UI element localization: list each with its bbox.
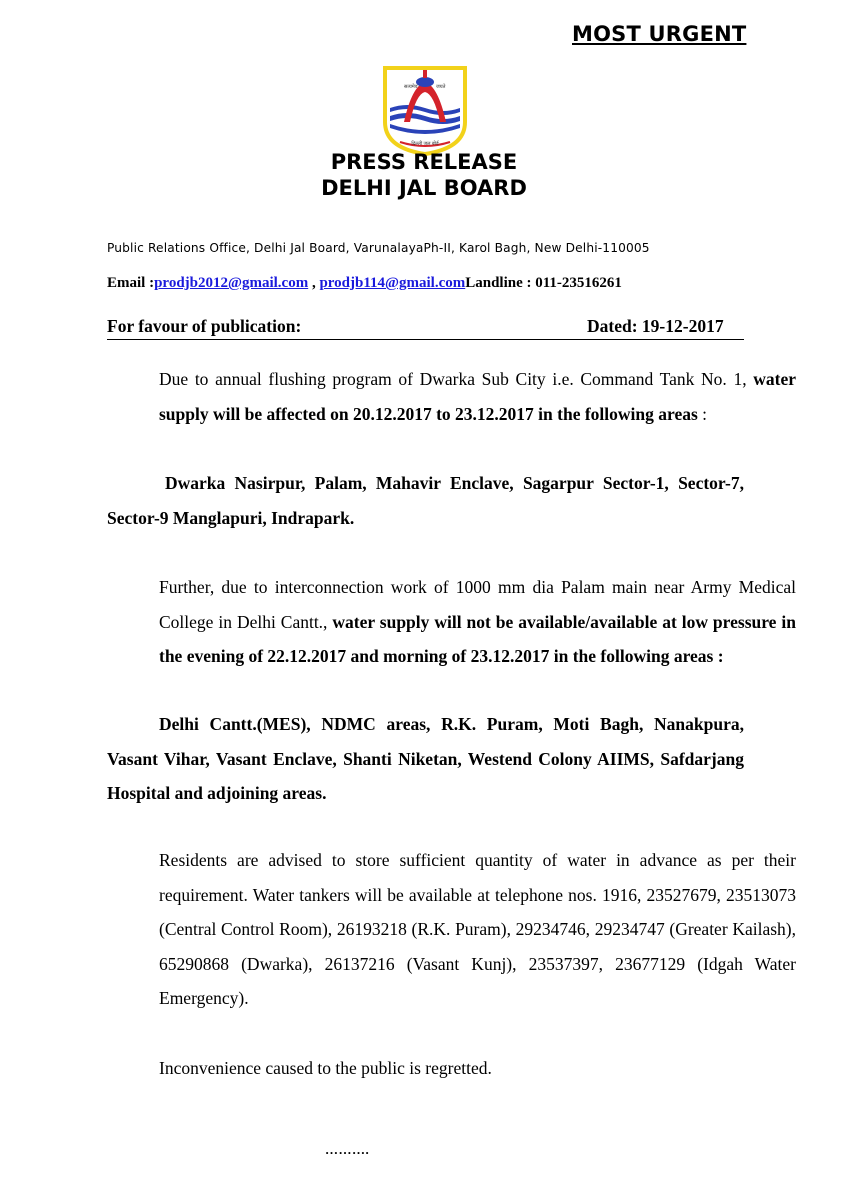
landline-number: Landline : 011-23516261 [465,275,622,291]
paragraph-flushing-notice: Due to annual flushing program of Dwarka Sub City i.e. Command Tank No. 1, water supply will be affected on 20.12.2017 to 23.12.2017 in the following areas : [159,369,796,424]
affected-dates-text: water supply will be affected on 20.12.2017 to 23.12.2017 in the following areas [159,369,796,424]
release-date: Dated: 19-12-2017 [587,316,724,336]
low-pressure-dates-text: water supply will not be available/available at low pressure in the evening of 22.12.2017 and morning of 23.12.2017 in the following areas : [159,611,796,666]
delhi-jal-board-logo [382,64,468,156]
paragraph-regret: Inconvenience caused to the public is regretted. [159,1058,492,1078]
paragraph-tanker-helplines: Residents are advised to store sufficient quantity of water in advance as per their requirement. Water tankers will be available at telephone nos. 1916, 23527679, 23513073 (Central Control Room), 26193218 (R.K. Puram), 29234746, 29234747 (Greater Kailash), 65290868 (Dwarka), 26137216 (Vasant Kunj), 23537397, 23677129 (Idgah Water Emergency). [159,850,796,1008]
email-label: Email : [107,275,155,291]
office-address: Public Relations Office, Delhi Jal Board, VarunalayaPh-II, Karol Bagh, New Delhi-110005 [107,241,650,255]
email-link-2[interactable]: prodjb114@gmail.com [319,275,466,291]
svg-text:दिल्ली जल बोर्ड: दिल्ली जल बोर्ड [411,142,439,147]
organization-title: DELHI JAL BOARD [321,176,527,200]
press-release-title: PRESS RELEASE [330,150,518,174]
header-divider [107,339,744,340]
svg-text:जयते: जयते [436,85,446,90]
end-mark: ………. [325,1142,370,1157]
email-separator: , [308,275,320,291]
logo-emblem-icon [382,64,468,156]
email-link-1[interactable]: prodjb2012@gmail.com [154,275,309,291]
svg-text:सत्यमेव: सत्यमेव [404,85,418,90]
affected-areas-list-1: Dwarka Nasirpur, Palam, Mahavir Enclave, Sagarpur Sector-1, Sector-7, Sector-9 Manglapuri, Indrapark. [107,473,744,528]
contact-line [107,275,622,292]
most-urgent-label: MOST URGENT [572,22,747,46]
publication-label: For favour of publication: [107,316,302,336]
paragraph-interconnection-notice: Further, due to interconnection work of 1000 mm dia Palam main near Army Medical College in Delhi Cantt., water supply will not be available/available at low pressure in the evening of 22.12.2017 and morning of 23.12.2017 in the following areas : [159,577,796,666]
affected-areas-list-2: Delhi Cantt.(MES), NDMC areas, R.K. Puram, Moti Bagh, Nanakpura, Vasant Vihar, Vasant Enclave, Shanti Niketan, Westend Colony AIIMS, Safdarjang Hospital and adjoining areas. [107,714,744,803]
